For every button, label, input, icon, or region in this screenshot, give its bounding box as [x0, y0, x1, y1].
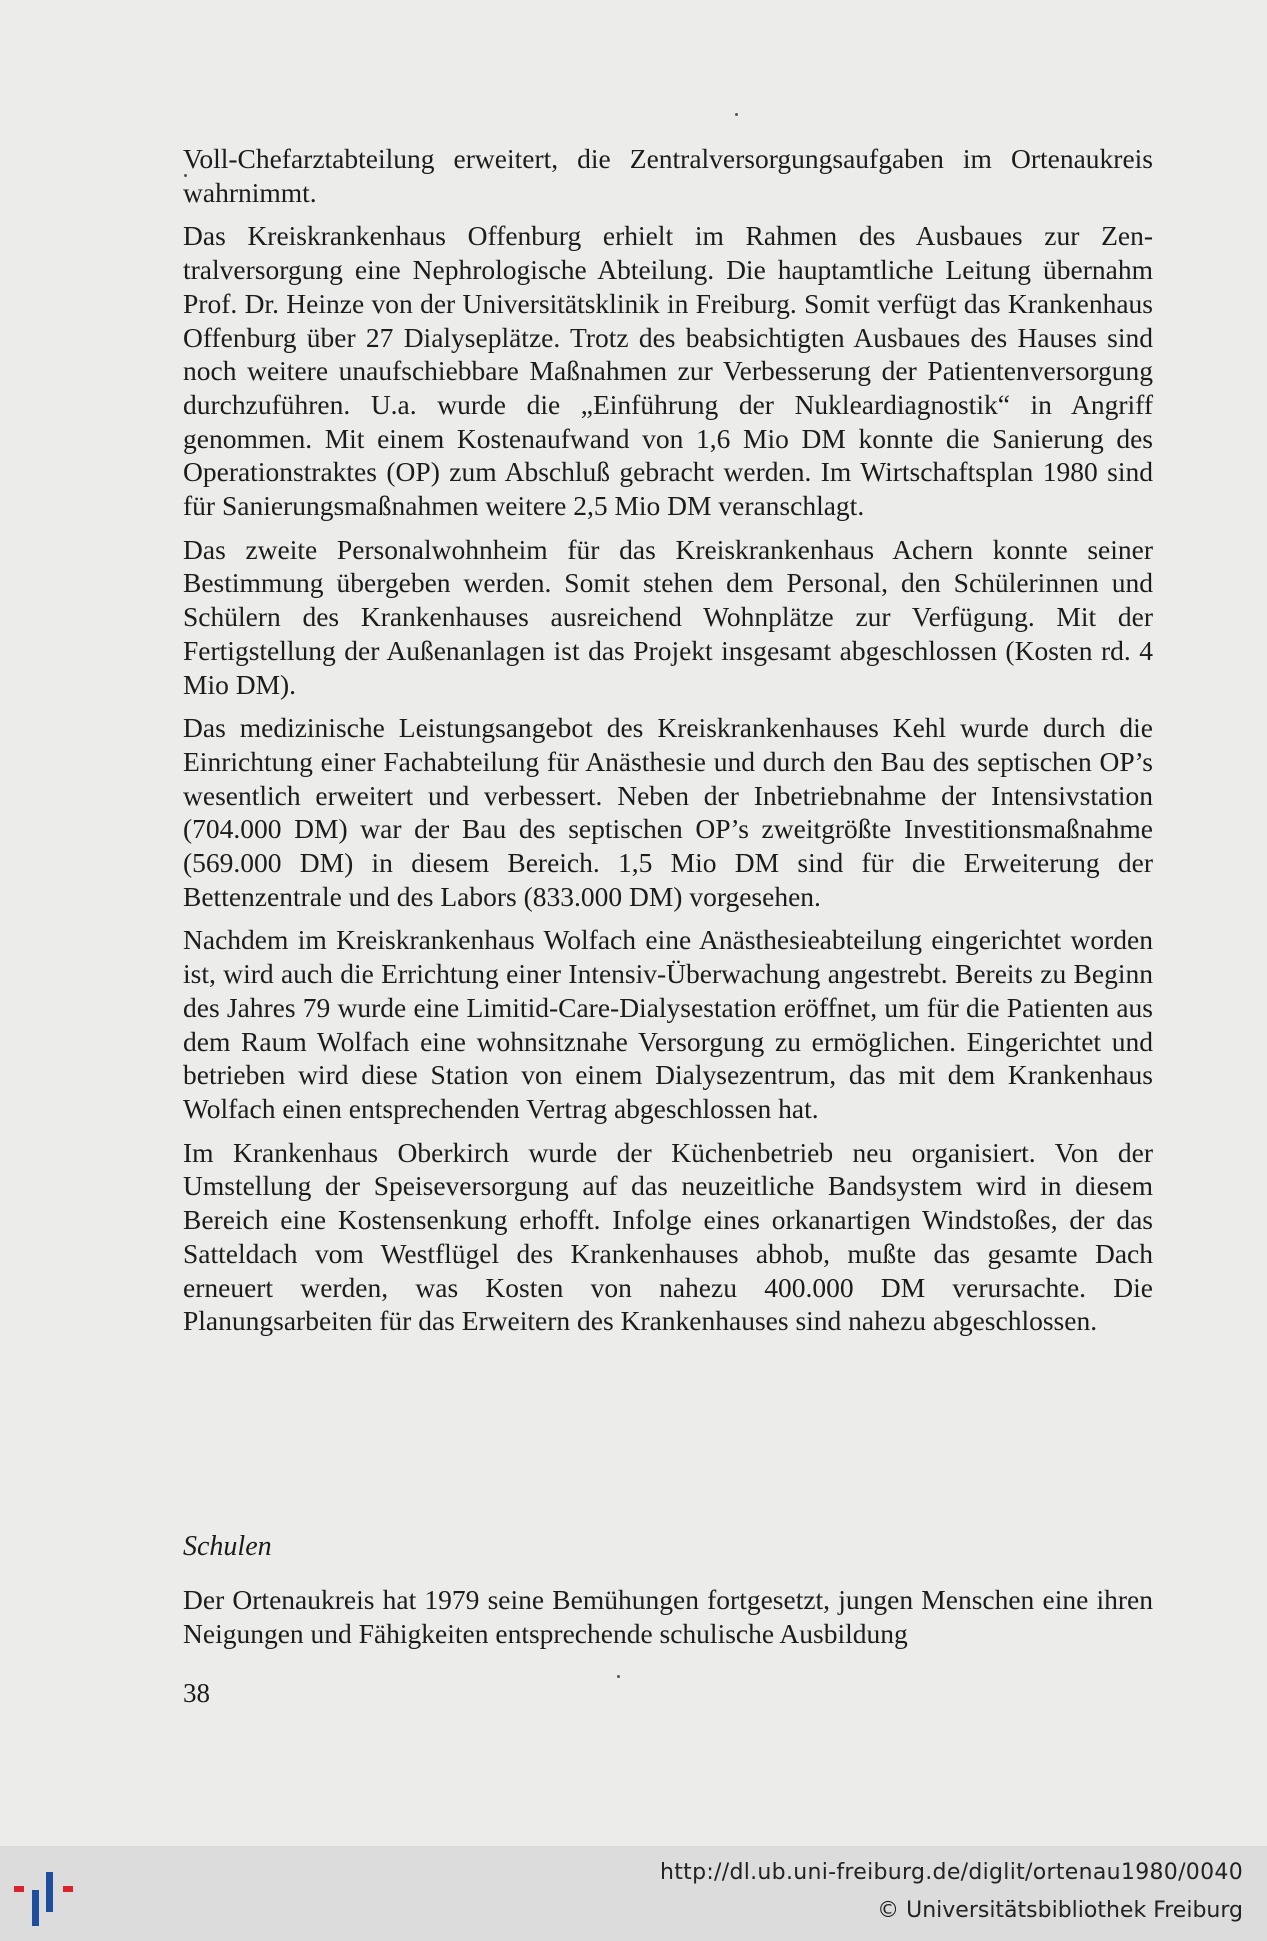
paragraph: Das zweite Personalwohnheim für das Kreiskrankenhaus Achern konnte seiner Bestimmung übergeben werden. Somit stehen dem Personal, den Schülerinnen und Schülern des Krankenhauses ausreichend Wohnplätze zur Verfügung. Mit der Fertigstellung der Außenanlagen ist das Projekt insgesamt abgeschlossen (Kosten rd. 4 Mio DM).	[183, 533, 1153, 700]
paragraph: Der Ortenaukreis hat 1979 seine Bemühungen fortgesetzt, jungen Menschen eine ihren Neigungen und Fähigkeiten entsprechende schulische Ausbildung	[183, 1584, 1153, 1649]
section-heading: Schulen	[183, 1531, 272, 1562]
paragraph: Das medizinische Leistungsangebot des Kreiskrankenhauses Kehl wurde durch die Einrichtung einer Fachabteilung für Anästhesie und durch den Bau des septischen OP’s wesentlich erweitert und verbessert. Neben der Inbetriebnahme der Intensivstation (704.000 DM) war der Bau des septischen OP’s zweitgrößte Investitionsmaßnahme (569.000 DM) in diesem Bereich. 1,5 Mio DM sind für die Erweiterung der Bettenzentrale und des Labors (833.000 DM) vorgesehen.	[183, 712, 1153, 912]
logo-red-dash-right	[63, 1886, 73, 1892]
footer-bar	[0, 1846, 1267, 1941]
paragraph: Voll-Chefarztabteilung erweitert, die Zentralversorgungsaufgaben im Ortenaukreis wahrnimmt.	[183, 143, 1153, 208]
body-text	[183, 142, 1153, 1348]
ub-freiburg-logo-icon	[10, 1870, 82, 1930]
logo-blue-bar-left	[32, 1890, 39, 1926]
paragraph: Nachdem im Kreiskrankenhaus Wolfach eine Anästhesieabteilung eingerichtet worden ist, wird auch die Errichtung einer Intensiv-Überwachung angestrebt. Bereits zu Beginn des Jahres 79 wurde eine Limitid-Care-Dialysestation eröffnet, um für die Patienten aus dem Raum Wolfach eine wohnsitznahe Versorgung zu ermöglichen. Eingerichtet und betrieben wird diese Station von einem Dialysezentrum, das mit dem Krankenhaus Wolfach einen entsprechenden Vertrag abgeschlossen hat.	[183, 924, 1153, 1124]
scan-speck	[617, 1675, 620, 1678]
scan-speck	[735, 113, 738, 116]
copyright-notice: © Universitätsbibliothek Freiburg	[877, 1898, 1243, 1923]
paragraph: Das Kreiskrankenhaus Offenburg erhielt im Rahmen des Ausbaues zur Zentralversorgung eine Nephrologische Abteilung. Die hauptamtliche Leitung übernahm Prof. Dr. Heinze von der Universitätsklinik in Freiburg. Somit verfügt das Krankenhaus Offenburg über 27 Dialyseplätze. Trotz des beabsichtigten Ausbaues des Hauses sind noch weitere unaufschiebbare Maßnahmen zur Verbesserung der Patientenversorgung durchzuführen. U.a. wurde die „Einführung der Nukleardiagnostik“ in Angriff genommen. Mit einem Kostenaufwand von 1,6 Mio DM konnte die Sanierung des Operationstraktes (OP) zum Abschluß gebracht werden. Im Wirtschaftsplan 1980 sind für Sanierungsmaßnahmen weitere 2,5 Mio DM veranschlagt.	[183, 220, 1153, 522]
logo-blue-bar-right	[46, 1872, 53, 1912]
permalink-url[interactable]: http://dl.ub.uni-freiburg.de/diglit/ortenau1980/0040	[659, 1860, 1243, 1885]
paragraph: Im Krankenhaus Oberkirch wurde der Küchenbetrieb neu organisiert. Von der Umstellung der Speiseversorgung auf das neuzeitliche Bandsystem wird in diesem Bereich eine Kostensenkung erhofft. Infolge eines orkanartigen Windstoßes, der das Satteldach vom Westflügel des Krankenhauses abhob, mußte das gesamte Dach erneuert werden, was Kosten von nahezu 400.000 DM verursachte. Die Planungsarbeiten für das Erweitern des Krankenhauses sind nahezu abgeschlossen.	[183, 1136, 1153, 1337]
page-number: 38	[183, 1678, 210, 1708]
logo-red-dash-left	[14, 1886, 24, 1892]
section-body-text	[183, 1583, 1153, 1650]
